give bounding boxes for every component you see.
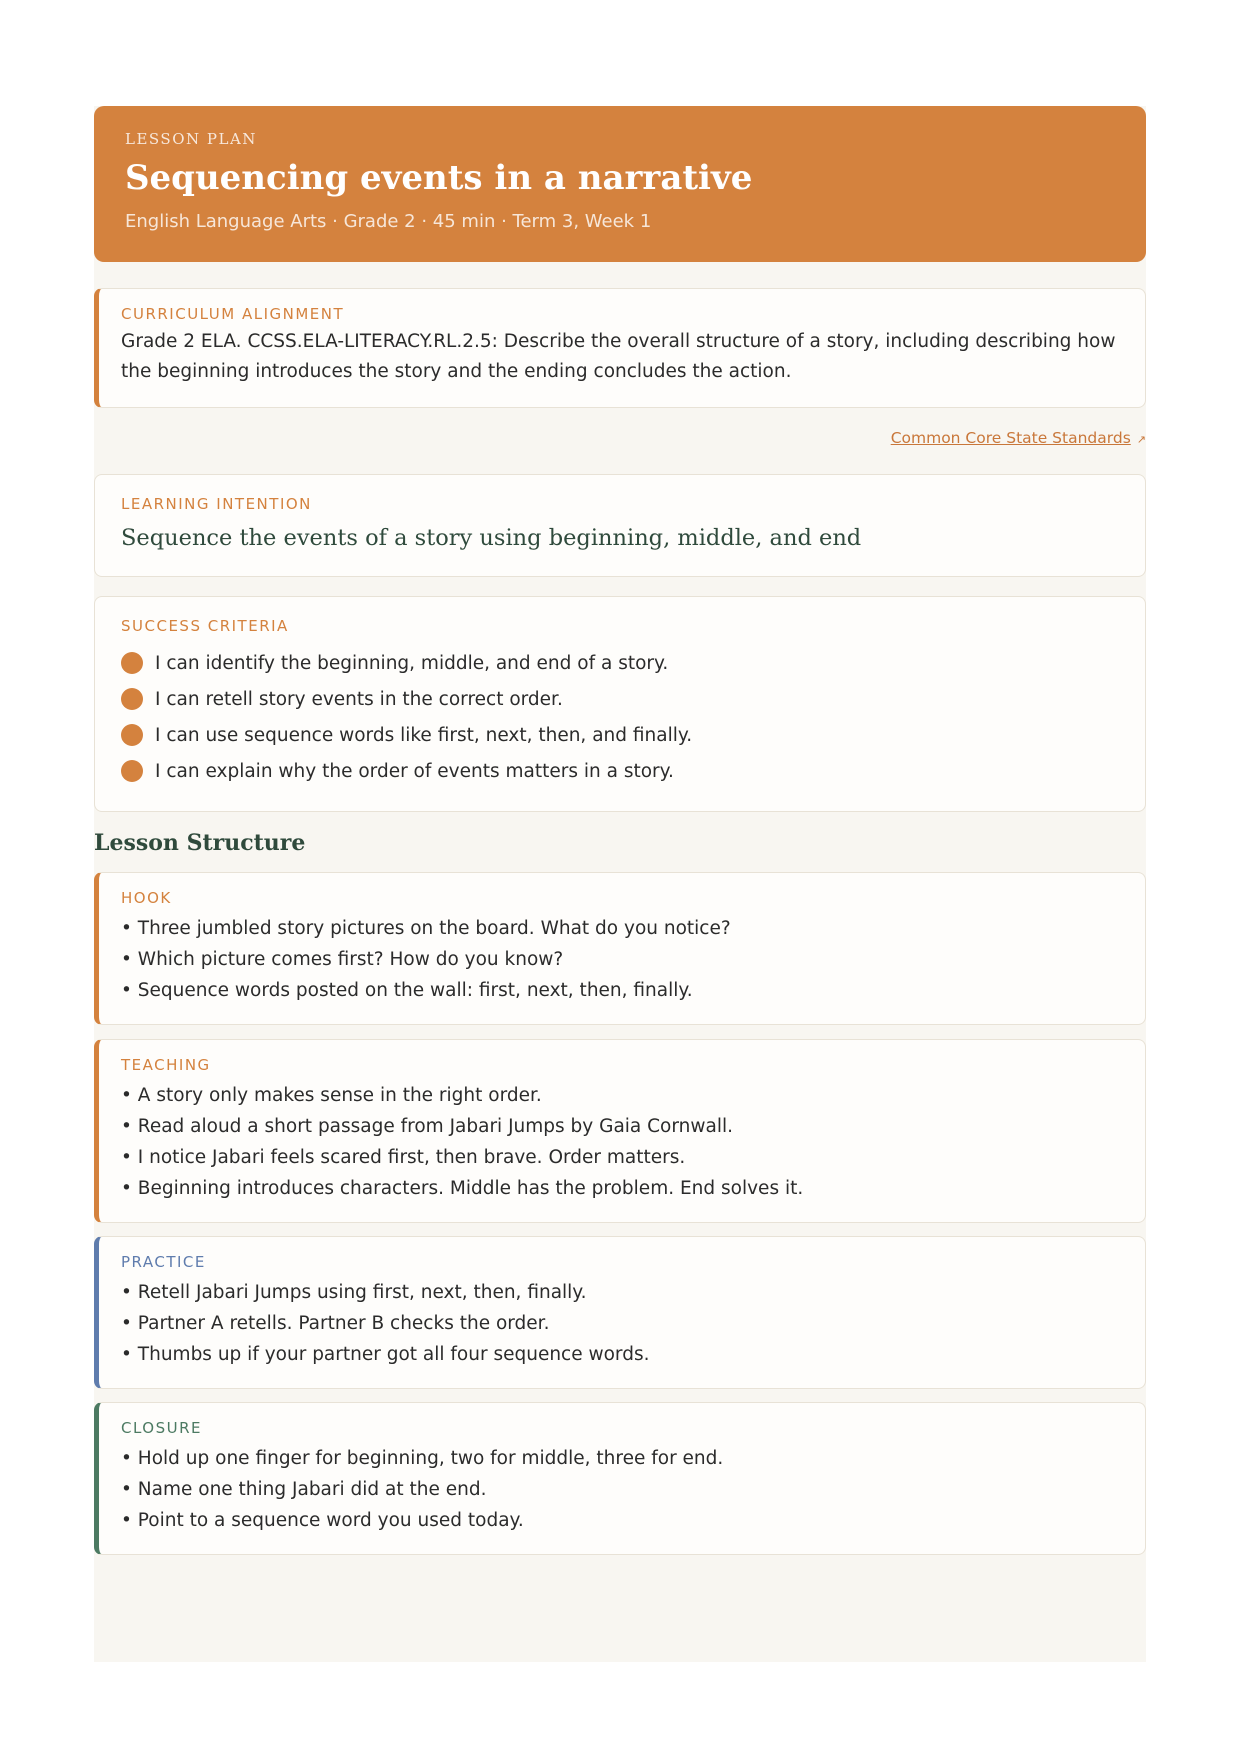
list-item: • Name one thing Jabari did at the end. bbox=[121, 1479, 487, 1500]
standards-link[interactable]: Common Core State Standards bbox=[890, 429, 1131, 447]
learning-intention-card bbox=[94, 474, 1146, 577]
criteria-item: I can identify the beginning, middle, and end of a story. bbox=[121, 645, 1119, 681]
bullet-dot-icon bbox=[121, 760, 143, 782]
practice-section-card bbox=[94, 1236, 1146, 1389]
curriculum-text: Grade 2 ELA. CCSS.ELA-LITERACY.RL.2.5: Describe the overall structure of a story, including describing how the beginning introduces the story and the ending concludes the action. bbox=[121, 331, 1116, 382]
curriculum-alignment-card bbox=[94, 288, 1146, 408]
list-item: • Read aloud a short passage from Jabari Jumps by Gaia Cornwall. bbox=[121, 1116, 734, 1137]
intention-label: LEARNING INTENTION bbox=[121, 495, 312, 513]
closure-section-card bbox=[94, 1402, 1146, 1555]
practice-label: PRACTICE bbox=[121, 1253, 206, 1271]
hook-section-card bbox=[94, 872, 1146, 1025]
list-item: • Point to a sequence word you used today. bbox=[121, 1510, 524, 1531]
criteria-item: I can use sequence words like first, next, then, and finally. bbox=[121, 717, 1119, 753]
list-item: • Sequence words posted on the wall: first, next, then, finally. bbox=[121, 980, 693, 1001]
list-item: • Hold up one finger for beginning, two for middle, three for end. bbox=[121, 1448, 724, 1469]
hook-list bbox=[121, 913, 1121, 1006]
closure-list bbox=[121, 1443, 1121, 1536]
curriculum-label: CURRICULUM ALIGNMENT bbox=[121, 305, 345, 323]
header-eyebrow: LESSON PLAN bbox=[125, 130, 257, 148]
closure-label: CLOSURE bbox=[121, 1419, 203, 1437]
list-item: • Retell Jabari Jumps using first, next, then, finally. bbox=[121, 1282, 587, 1303]
success-criteria-card bbox=[94, 596, 1146, 812]
practice-list bbox=[121, 1277, 1121, 1370]
lesson-structure-heading: Lesson Structure bbox=[94, 830, 306, 856]
criteria-item: I can retell story events in the correct order. bbox=[121, 681, 1119, 717]
list-item: • Thumbs up if your partner got all four sequence words. bbox=[121, 1344, 650, 1365]
teaching-list bbox=[121, 1080, 1121, 1204]
external-link-icon: ↗ bbox=[1136, 433, 1146, 446]
lesson-meta: English Language Arts · Grade 2 · 45 min · Term 3, Week 1 bbox=[125, 211, 652, 232]
list-item: • A story only makes sense in the right order. bbox=[121, 1085, 542, 1106]
lesson-header bbox=[94, 106, 1146, 262]
hook-label: HOOK bbox=[121, 889, 172, 907]
list-item: • I notice Jabari feels scared first, then brave. Order matters. bbox=[121, 1147, 686, 1168]
page-title: Sequencing events in a narrative bbox=[125, 158, 753, 198]
criteria-item: I can explain why the order of events matters in a story. bbox=[121, 753, 1119, 789]
bullet-dot-icon bbox=[121, 688, 143, 710]
teaching-section-card bbox=[94, 1039, 1146, 1223]
bullet-dot-icon bbox=[121, 724, 143, 746]
list-item: • Partner A retells. Partner B checks the order. bbox=[121, 1313, 550, 1334]
teaching-label: TEACHING bbox=[121, 1056, 211, 1074]
list-item: • Which picture comes first? How do you know? bbox=[121, 949, 564, 970]
intention-text: Sequence the events of a story using beginning, middle, and end bbox=[121, 525, 862, 551]
list-item: • Three jumbled story pictures on the board. What do you notice? bbox=[121, 918, 731, 939]
source-link-row bbox=[891, 429, 1146, 447]
bullet-dot-icon bbox=[121, 652, 143, 674]
criteria-label: SUCCESS CRITERIA bbox=[121, 617, 289, 635]
criteria-list bbox=[121, 645, 1119, 789]
list-item: • Beginning introduces characters. Middle has the problem. End solves it. bbox=[121, 1178, 804, 1199]
